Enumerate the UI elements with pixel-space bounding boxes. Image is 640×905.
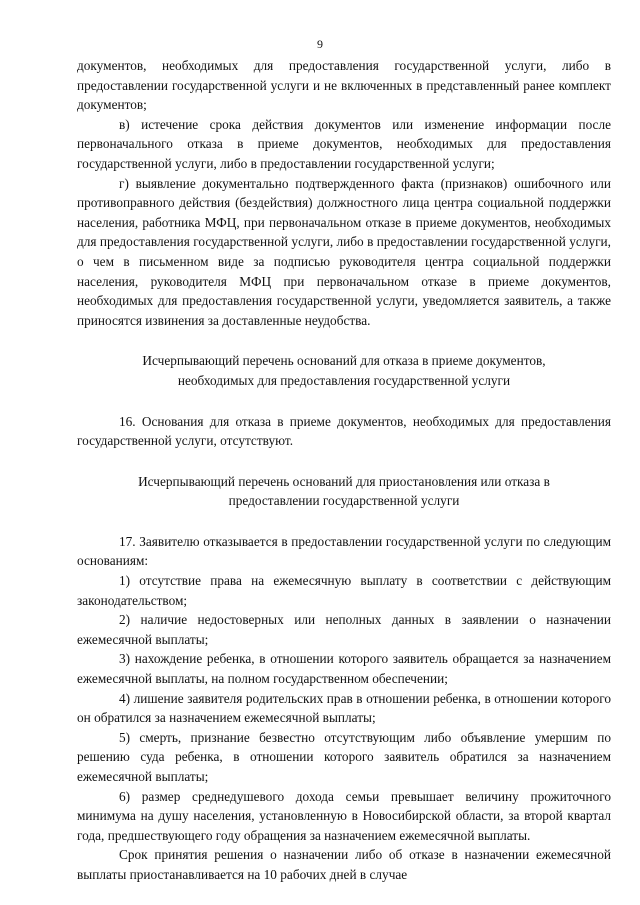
- paragraph-deadline: Срок принятия решения о назначении либо об отказе в назначении ежемесячной выплаты приостанавливается на 10 рабочих дней в случае: [77, 847, 611, 882]
- list-item: 5) смерть, признание безвестно отсутствующим либо объявление умершим по решению суда ребенка, в отношении которого заявитель обратился за назначением ежемесячной выплаты;: [77, 729, 611, 784]
- spacer: [77, 511, 611, 532]
- paragraph-17: 17. Заявителю отказывается в предоставлении государственной услуги по следующим основаниям:: [77, 533, 611, 569]
- paragraph-item-v: в) истечение срока действия документов или изменение информации после первоначального отказа в приеме документов, необходимых для предоставления государственной услуги, либо в предоставлении государственной услуги;: [77, 116, 611, 171]
- list-item: 3) нахождение ребенка, в отношении которого заявитель обращается за назначением ежемесячной выплаты, на полном государственном обеспечении;: [77, 651, 611, 687]
- section-heading-refusal-acceptance: Исчерпывающий перечень оснований для отказа в приеме документов, необходимых для предоставления государственной услуги: [142, 353, 546, 388]
- list-item: 4) лишение заявителя родительских прав в отношении ребенка, в отношении которого он обратился за назначением ежемесячной выплаты;: [77, 690, 611, 726]
- list-item: 1) отсутствие права на ежемесячную выплату в соответствии с действующим законодательством;: [77, 573, 611, 608]
- paragraph-continuation: документов, необходимых для предоставления государственной услуги, либо в предоставлении государственной услуги и не включенных в представленный ранее комплект документов;: [77, 58, 611, 113]
- list-item: 2) наличие недостоверных или неполных данных в заявлении о назначении ежемесячной выплаты;: [77, 612, 611, 647]
- spacer: [77, 451, 611, 472]
- page-number: 9: [317, 37, 323, 51]
- spacer: [77, 330, 611, 351]
- document-body: [77, 56, 611, 885]
- list-item: 6) размер среднедушевого дохода семьи превышает величину прожиточного минимума на душу населения, установленную в Новосибирской области, за второй квартал года, предшествующего году обращения за назначением ежемесячной выплаты.: [77, 788, 611, 843]
- paragraph-item-g: г) выявление документально подтвержденного факта (признаков) ошибочного или противоправного действия (бездействия) должностного лица центра социальной поддержки населения, работника МФЦ, при первоначальном отказе в приеме документов, необходимых для предоставления государственной услуги, либо в предоставлении государственной услуги, о чем в письменном виде за подписью руководителя центра социальной поддержки населения, руководителя МФЦ при первоначальном отказе в приеме документов, необходимых для предоставления государственной услуги, уведомляется заявитель, а также приносятся извинения за доставленные неудобства.: [77, 175, 611, 328]
- paragraph-16: 16. Основания для отказа в приеме документов, необходимых для предоставления государственной услуги, отсутствуют.: [77, 413, 611, 449]
- section-heading-suspension-refusal: Исчерпывающий перечень оснований для приостановления или отказа в предоставлении государственной услуги: [138, 473, 550, 509]
- spacer: [77, 391, 611, 412]
